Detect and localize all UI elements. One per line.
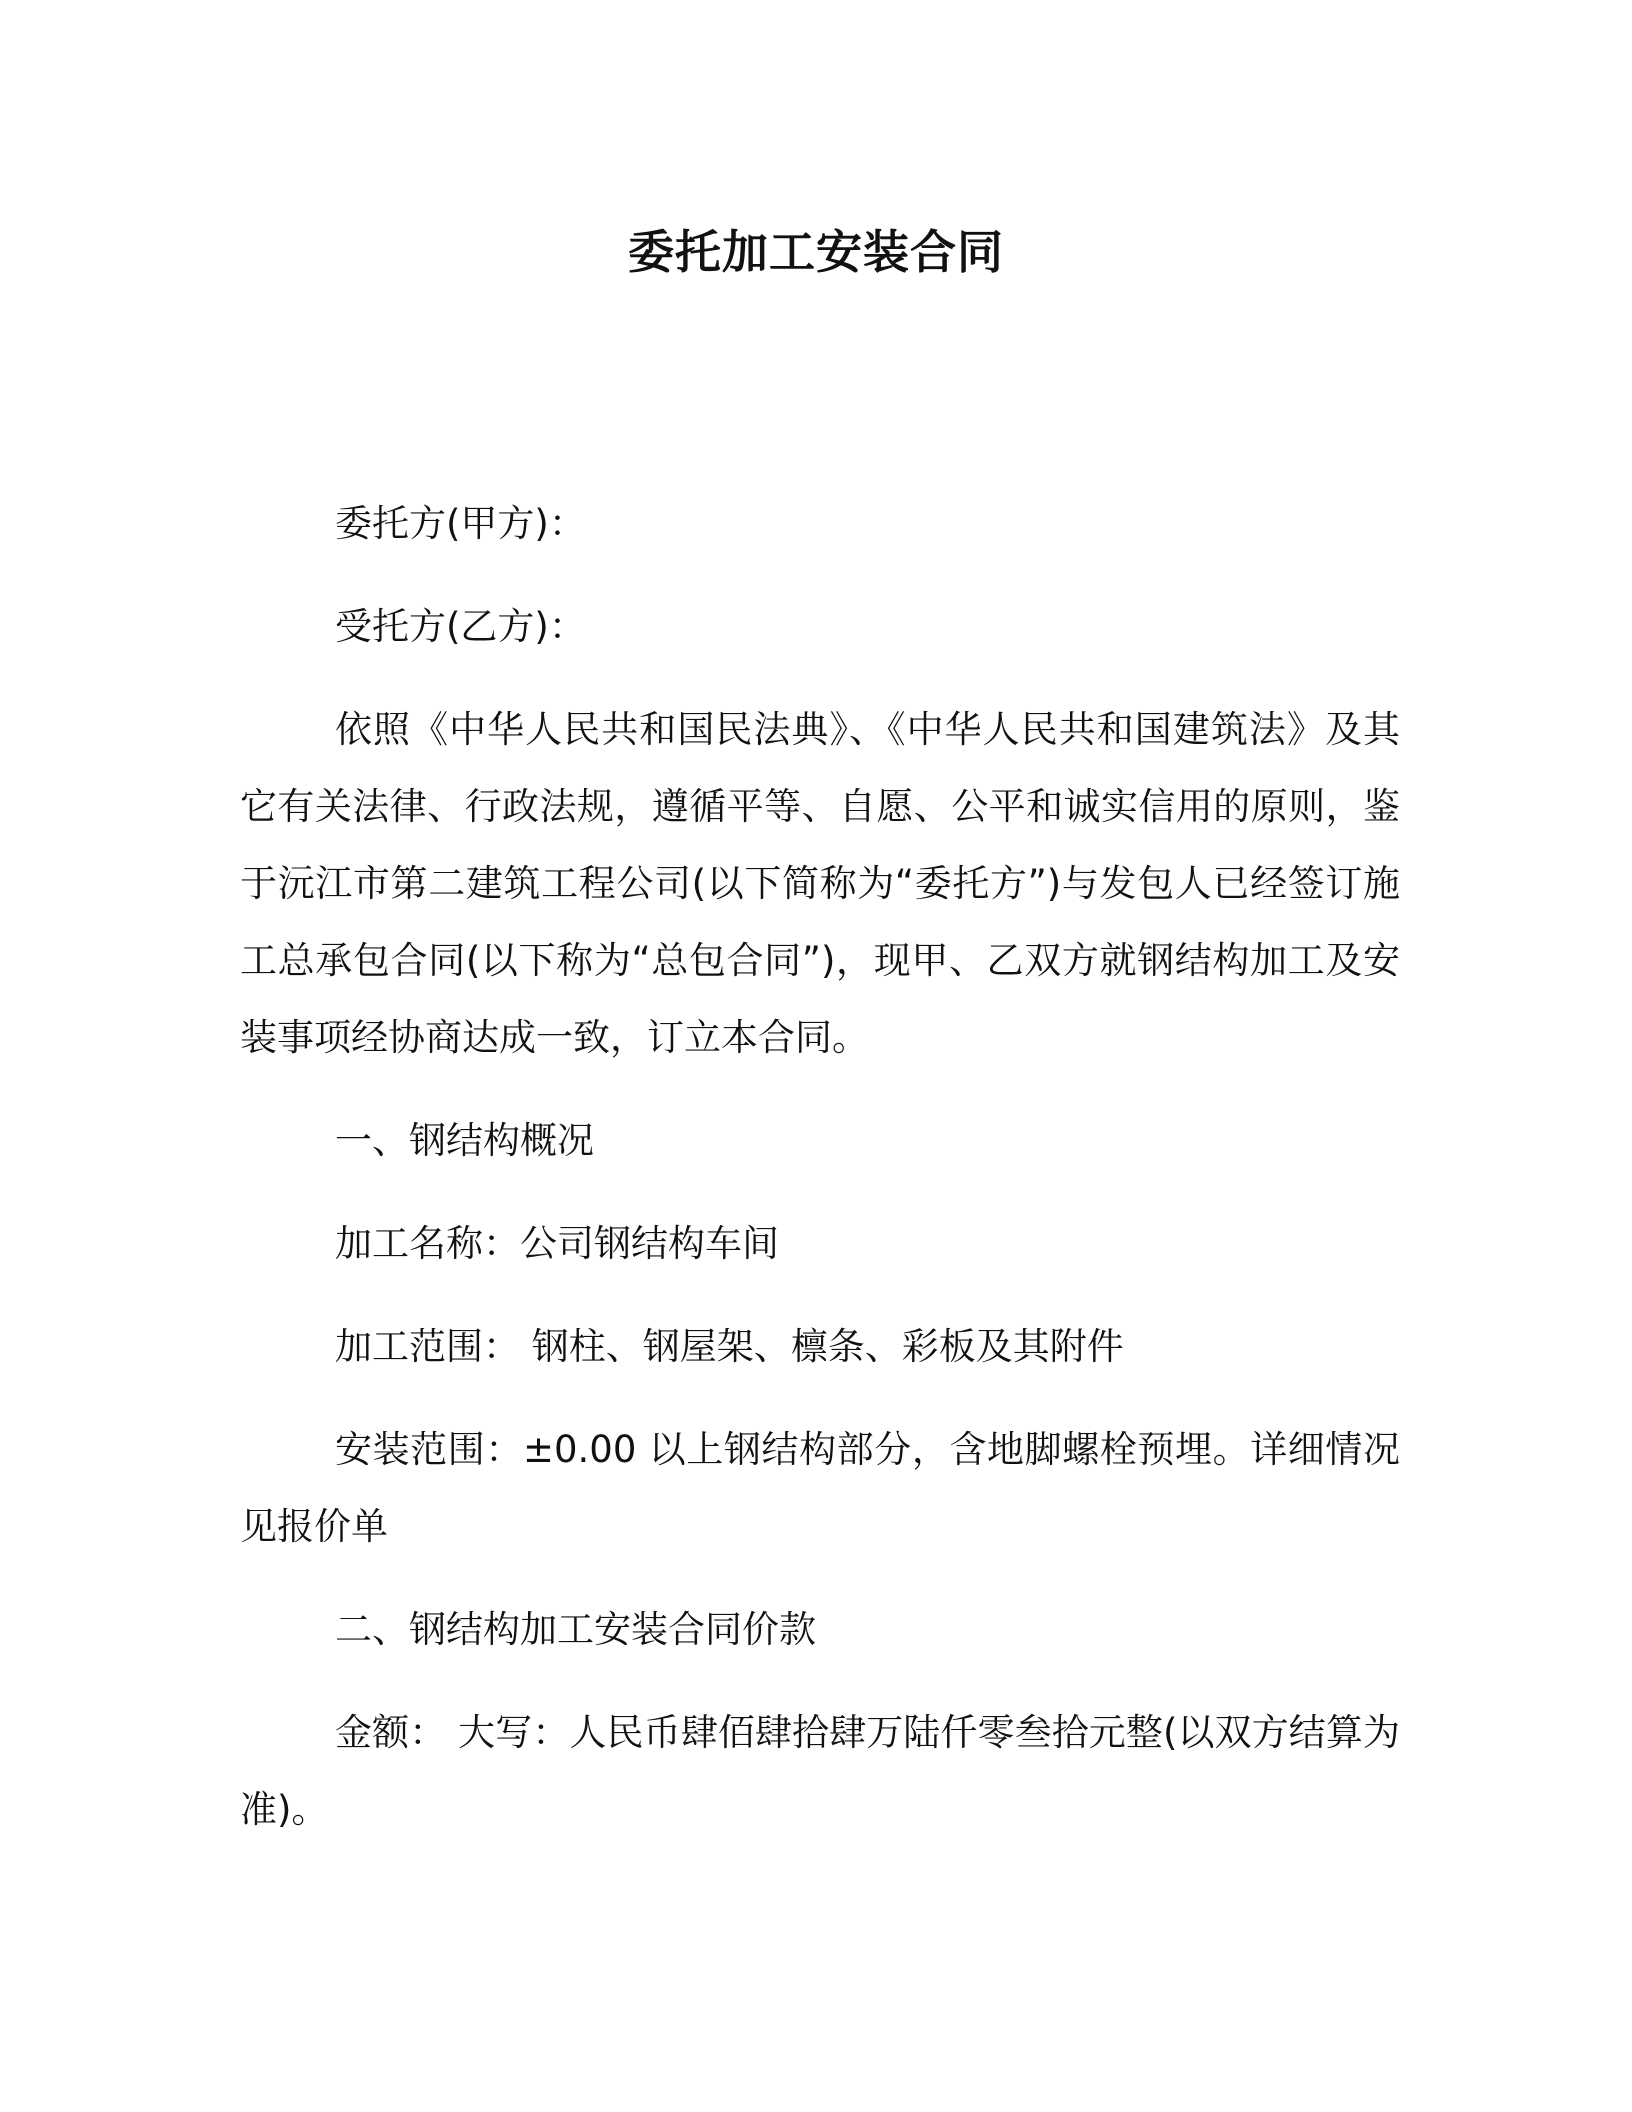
document-body [240, 485, 1400, 1848]
section-heading-price: 二、钢结构加工安装合同价款 [335, 1608, 816, 1651]
amount-paragraph: 金额： 大写：人民币肆佰肆拾肆万陆仟零叁拾元整(以双方结算为准)。 [240, 1711, 1400, 1831]
preamble-paragraph: 依照《中华人民共和国民法典》、《中华人民共和国建筑法》及其它有关法律、行政法规，遵循平等、自愿、公平和诚实信用的原则，鉴于沅江市第二建筑工程公司(以下简称为“委托方”)与发包人已经签订施工总承包合同(以下称为“总包合同”)，现甲、乙双方就钢结构加工及安装事项经协商达成一致，订立本合同。 [240, 708, 1400, 1059]
party-b-line: 受托方(乙方)： [335, 605, 586, 648]
section-heading-overview: 一、钢结构概况 [335, 1119, 594, 1162]
installation-scope-paragraph: 安装范围：±0.00 以上钢结构部分，含地脚螺栓预埋。详细情况见报价单 [240, 1428, 1400, 1548]
processing-scope-line: 加工范围： 钢柱、钢屋架、檩条、彩板及其附件 [335, 1325, 1124, 1368]
party-a-line: 委托方(甲方)： [335, 502, 586, 545]
document-title: 委托加工安装合同 [628, 225, 1004, 279]
processing-name-line: 加工名称：公司钢结构车间 [335, 1222, 779, 1265]
